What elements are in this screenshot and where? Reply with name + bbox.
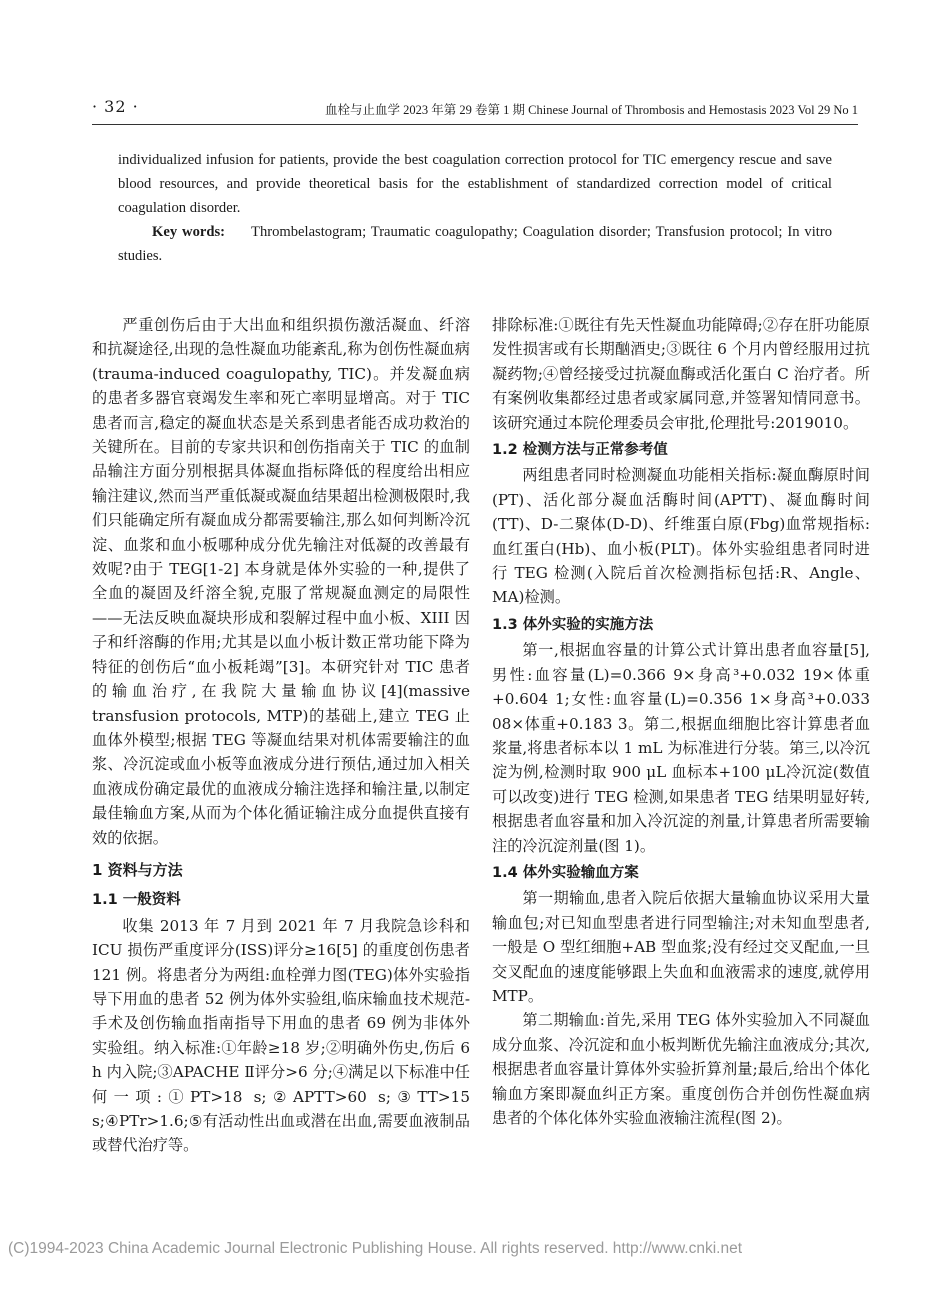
running-head: 血栓与止血学 2023 年第 29 卷第 1 期 Chinese Journal of Thrombosis and Hemostasis 2023 Vol 29 No 1 [325,103,858,117]
section-heading-materials-methods: 1 资料与方法 [92,860,183,879]
sub-heading-in-vitro-implementation: 1.3 体外实验的实施方法 [492,616,654,633]
header-rule [92,124,858,125]
sub-heading-general-data: 1.1 一般资料 [92,892,181,909]
sub-heading-transfusion-protocol: 1.4 体外实验输血方案 [492,864,639,881]
left-column [92,313,470,1158]
methods-paragraph: 两组患者同时检测凝血功能相关指标:凝血酶原时间(PT)、活化部分凝血活酶时间(APTT)、凝血酶时间(TT)、D-二聚体(D-D)、纤维蛋白原(Fbg)血常规指标:血红蛋白(Hb)、血小板(PLT)。体外实验组患者同时进行 TEG 检测(入院后首次检测指标包括:R、Angle、MA)检测。 [492,466,870,607]
implementation-paragraph: 第一,根据血容量的计算公式计算出患者血容量[5],男性:血容量(L)=0.366 9×身高³+0.032 19×体重+0.604 1;女性:血容量(L)=0.356 1×身高³+0.033 08×体重+0.183 3。第二,根据血细胞比容计算患者血浆量,将患者标本以 1 mL 为标准进行分装。第三,以冷沉淀为例,检测时取 900 μL 血标本+100 μL冷沉淀(数值可以改变)进行 TEG 检测,如果患者 TEG 结果明显好转,根据患者血容量和加入冷沉淀的剂量,计算患者所需要输注的冷沉淀剂量(图 1)。 [492,641,870,855]
phase-one-paragraph: 第一期输血,患者入院后依据大量输血协议采用大量输血包;对已知血型患者进行同型输注;对未知血型患者,一般是 O 型红细胞+AB 型血浆;没有经过交叉配血,一旦交叉配血的速度能够跟上失血和血液需求的速度,就停用 MTP。 [492,889,870,1005]
abstract-tail [118,148,832,268]
keywords [118,220,832,268]
phase-two-paragraph: 第二期输血:首先,采用 TEG 体外实验加入不同凝血成分血浆、冷沉淀和血小板判断优先输注血液成分;其次,根据患者血容量计算体外实验折算剂量;最后,给出个体化输血方案即凝血纠正方案。重度创伤合并创伤性凝血病患者的个体化体外实验血液输注流程(图 2)。 [492,1011,870,1127]
general-data-paragraph: 收集 2013 年 7 月到 2021 年 7 月我院急诊科和 ICU 损伤严重度评分(ISS)评分≥16[5] 的重度创伤患者 121 例。将患者分为两组:血栓弹力图(TEG)体外实验指导下用血的患者 52 例为体外实验组,临床输血技术规范-手术及创伤输血指南指导下用血的患者 69 例为非体外实验组。纳入标准:①年龄≥18 岁;②明确外伤史,伤后 6 h 内入院;③APACHE Ⅱ评分>6 分;④满足以下标准中任何一项:①PT>18 s;②APTT>60 s;③TT>15 s;④PTr>1.6;⑤有活动性出血或潜在出血,需要血液制品或替代治疗等。 [92,916,470,1155]
copyright-footer: (C)1994-2023 China Academic Journal Electronic Publishing House. All rights reserved. http://www.cnki.net [8,1240,743,1257]
page-number: · 32 · [92,97,139,116]
keywords-text: Thrombelastogram; Traumatic coagulopathy; Coagulation disorder; Transfusion protocol; In vitro studies. [118,224,832,264]
right-column [492,313,870,1130]
keywords-label: Key words: [152,224,226,240]
sub-heading-detection-methods: 1.2 检测方法与正常参考值 [492,442,668,459]
exclusion-paragraph: 排除标准:①既往有先天性凝血功能障碍;②存在肝功能原发性损害或有长期酗酒史;③既往 6 个月内曾经服用过抗凝药物;④曾经接受过抗凝血酶或活化蛋白 C 治疗者。所有案例收集都经过患者或家属同意,并签署知情同意书。该研究通过本院伦理委员会审批,伦理批号:2019010。 [492,316,870,432]
intro-paragraph: 严重创伤后由于大出血和组织损伤激活凝血、纤溶和抗凝途径,出现的急性凝血功能紊乱,称为创伤性凝血病(trauma-induced coagulopathy, TIC)。并发凝血病的患者多器官衰竭发生率和死亡率明显增高。对于 TIC 患者而言,稳定的凝血状态是关系到患者能否成功救治的关键所在。目前的专家共识和创伤指南关于 TIC 的血制品输注方面分别根据具体凝血指标降低的程度给出相应输注建议,然而当严重低凝或凝血结果超出检测极限时,我们只能确定所有凝血成分都需要输注,那么如何判断冷沉淀、血浆和血小板哪种成分优先输注对低凝的改善最有效呢?由于 TEG[1-2] 本身就是体外实验的一种,提供了全血的凝固及纤溶全貌,克服了常规凝血测定的局限性——无法反映血凝块形成和裂解过程中血小板、XIII 因子和纤溶酶的作用;尤其是以血小板计数正常功能下降为特征的创伤后“血小板耗竭”[3]。本研究针对 TIC 患者的输血治疗,在我院大量输血协议[4](massive transfusion protocols, MTP)的基础上,建立 TEG 止血体外模型;根据 TEG 等凝血结果对机体需要输注的血浆、冷沉淀或血小板等血液成分进行预估,通过加入相关血液成份确定最优的血液成分输注选择和输注量,以制定最佳输血方案,从而为个体化循证输注成分血提供直接有效的依据。 [92,316,470,847]
abstract-text: individualized infusion for patients, provide the best coagulation correction protocol for TIC emergency rescue and save blood resources, and provide theoretical basis for the establishment of standardized correction model of critical coagulation disorder. [118,152,832,216]
